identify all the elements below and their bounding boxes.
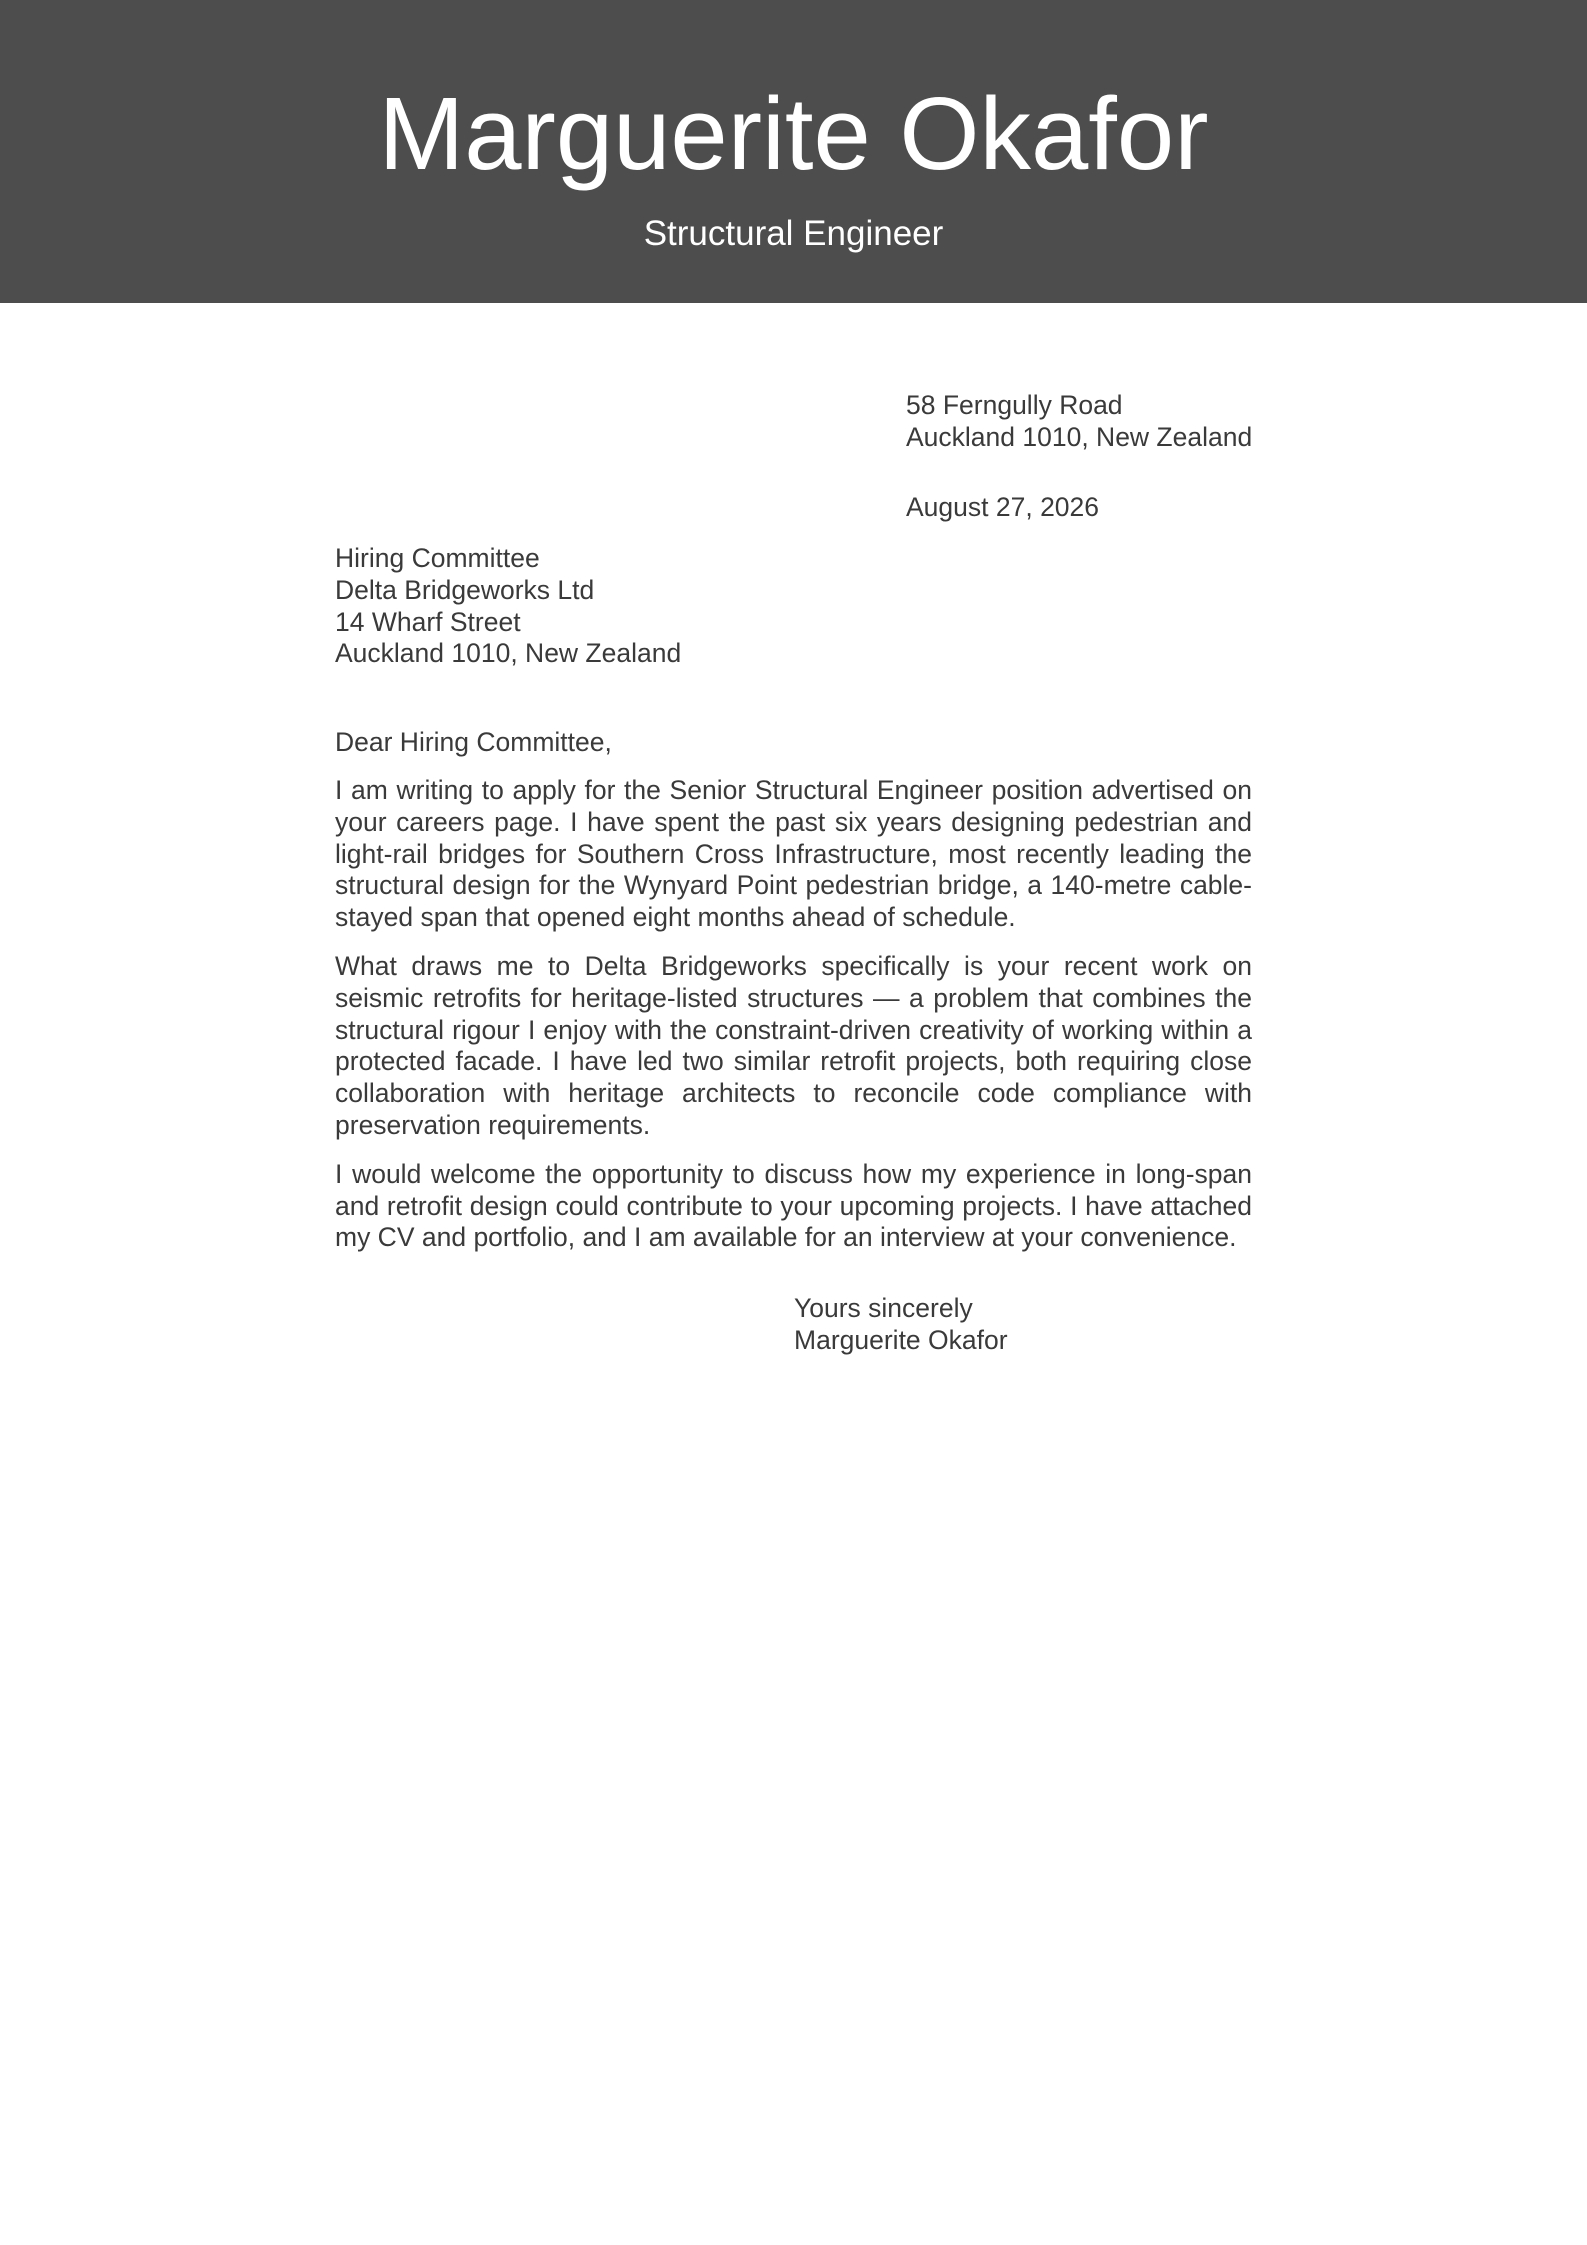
signature-name: Marguerite Okafor: [794, 1324, 1008, 1355]
recipient-line: Auckland 1010, New Zealand: [335, 638, 682, 669]
sender-address-line: Auckland 1010, New Zealand: [906, 421, 1253, 452]
sender-address: [906, 390, 1252, 454]
letter-paragraphs: [335, 775, 1252, 1271]
body-paragraph: What draws me to Delta Bridgeworks specifically is your recent work on seismic retrofits for heritage-listed structures — a problem that combines the structural rigour I enjoy with the constraint-driven creativity of working within a protected facade. I have led two similar retrofit projects, both requiring close collaboration with heritage architects to reconcile code compliance with preservation requirements.: [335, 950, 1252, 1140]
letter-date: August 27, 2026: [906, 492, 1100, 522]
header-band: [0, 0, 1587, 303]
valediction: Yours sincerely: [794, 1293, 973, 1323]
closing: [794, 1293, 1008, 1357]
recipient-line: Delta Bridgeworks Ltd: [335, 574, 595, 605]
sender-address-line: 58 Ferngully Road: [906, 390, 1123, 420]
applicant-name: Marguerite Okafor: [378, 76, 1209, 191]
applicant-title: Structural Engineer: [643, 214, 944, 253]
salutation: Dear Hiring Committee,: [335, 727, 612, 757]
recipient-line: Hiring Committee: [335, 543, 540, 573]
recipient-address: [335, 543, 681, 670]
recipient-line: 14 Wharf Street: [335, 606, 521, 637]
body-paragraph: I am writing to apply for the Senior Structural Engineer position advertised on your careers page. I have spent the past six years designing pedestrian and light-rail bridges for Southern Cross Infrastructure, most recently leading the structural design for the Wynyard Point pedestrian bridge, a 140-metre cablestayed span that opened eight months ahead of schedule.: [335, 775, 1252, 933]
body-paragraph: I would welcome the opportunity to discuss how my experience in long-span and retrofit design could contribute to your upcoming projects. I have attached my CV and portfolio, and I am available for an interview at your convenience.: [335, 1158, 1252, 1253]
